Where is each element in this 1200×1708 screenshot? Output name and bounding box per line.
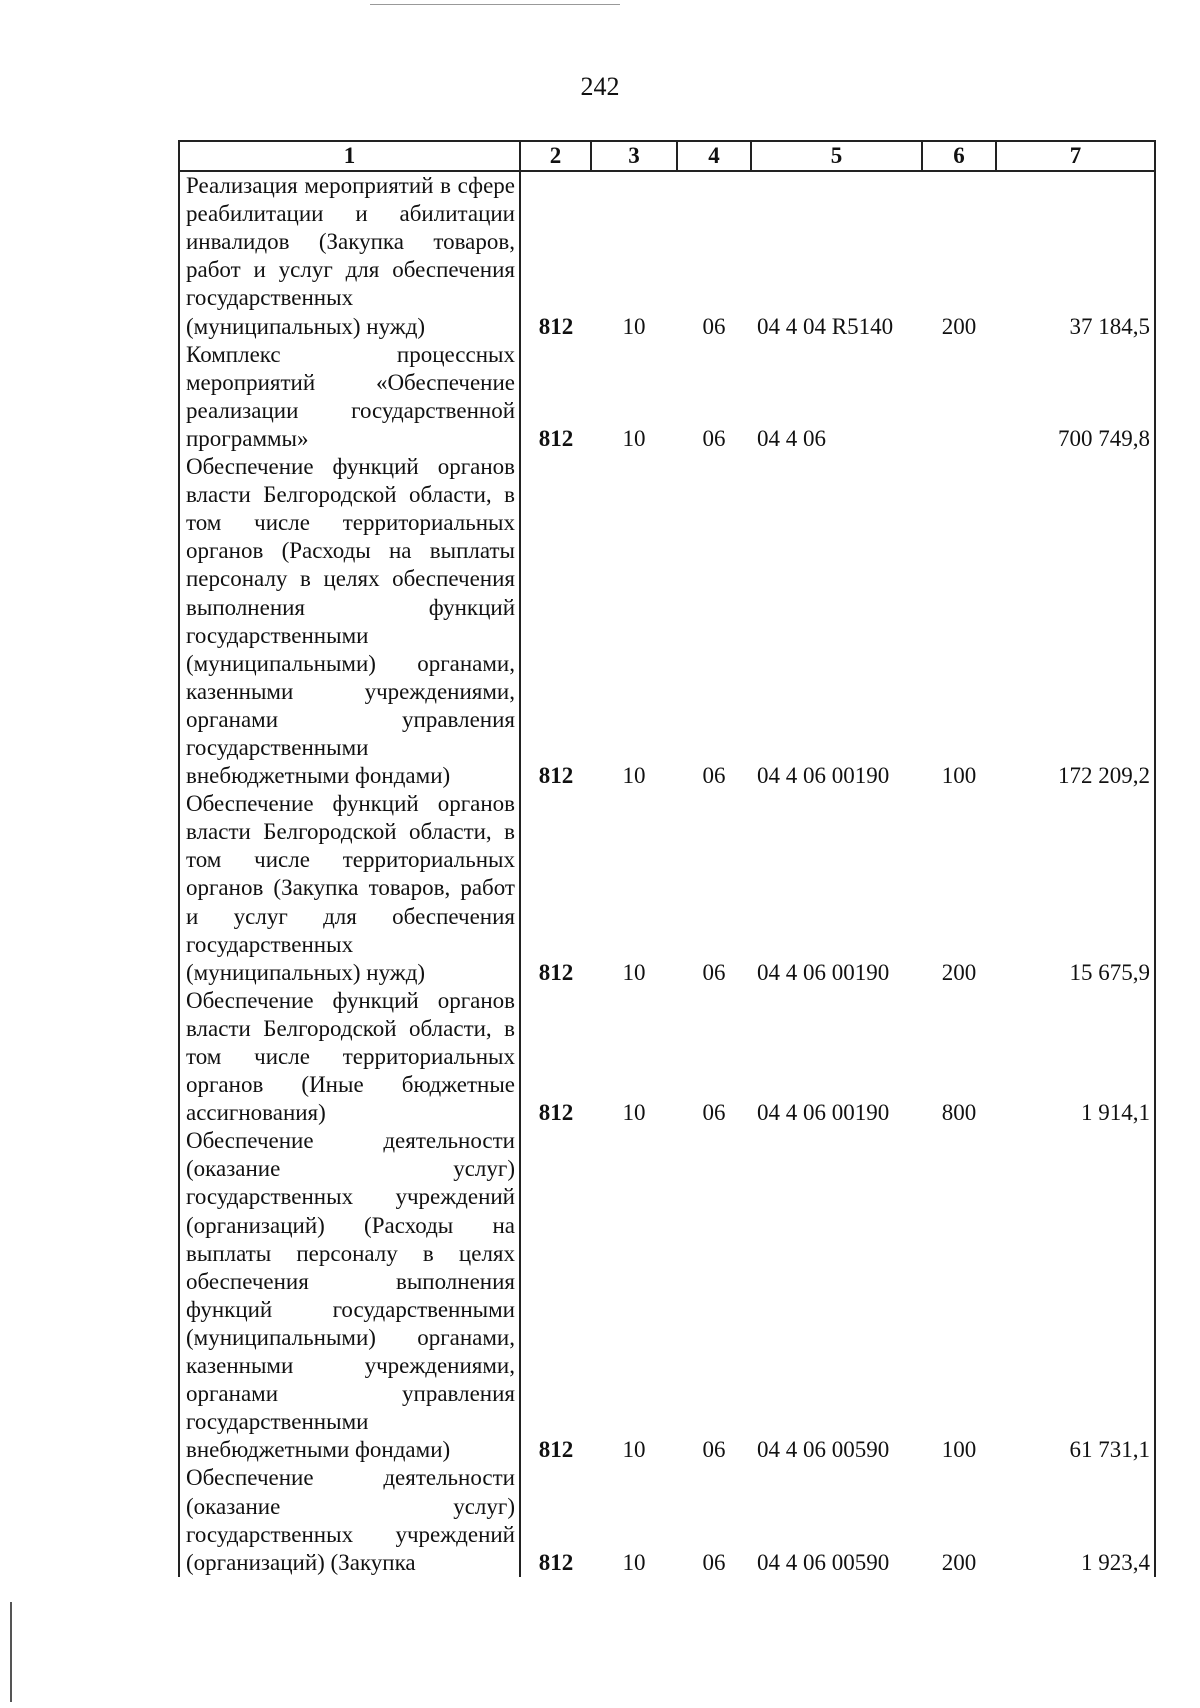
description-text: Обеспечение деятельности (оказание услуг) государственных учреждений (организаций) (Расходы на выплаты персоналу в целях обеспечения выполнения функций государственными (муниципальными) органами, казенными учреждениями, органами управления государственными: [186, 1128, 515, 1435]
subsection-code: 06: [702, 1549, 726, 1575]
admin-code: 812: [538, 313, 574, 339]
header-col-7: 7: [996, 141, 1155, 171]
section-code: 10: [622, 313, 646, 339]
subsection-code: 06: [702, 1100, 726, 1126]
row-description: [179, 987, 520, 1127]
admin-code: 812: [538, 763, 574, 789]
description-text: Обеспечение функций органов власти Белгородской области, в том числе территориальных органов (Закупка товаров, работ и услуг для обеспечения государственных: [186, 791, 515, 957]
expense-type-code: 100: [941, 1437, 977, 1463]
description-text: Обеспечение деятельности (оказание услуг) государственных учреждений: [186, 1465, 515, 1547]
admin-code: 812: [538, 1437, 574, 1463]
expense-type-code: 800: [941, 1100, 977, 1126]
amount: 37 184,5: [996, 171, 1155, 341]
description-text: Реализация мероприятий в сфере реабилитации и абилитации инвалидов (Закупка товаров, работ и услуг для обеспечения государственных: [186, 173, 515, 311]
row-description: [179, 1464, 520, 1576]
section-code: 10: [622, 959, 646, 985]
expense-type-code: 100: [941, 763, 977, 789]
amount: 15 675,9: [996, 790, 1155, 987]
row-description: [179, 1127, 520, 1464]
header-row: [179, 141, 1155, 171]
header-col-2: 2: [520, 141, 591, 171]
row-description: [179, 171, 520, 341]
subsection-code: 06: [702, 959, 726, 985]
table-row: [179, 341, 1155, 453]
table-row: [179, 987, 1155, 1127]
description-last-line: программы»: [186, 425, 309, 451]
amount: 700 749,8: [996, 341, 1155, 453]
row-description: [179, 790, 520, 987]
header-col-4: 4: [677, 141, 751, 171]
section-code: 10: [622, 425, 646, 451]
table-body: [179, 171, 1155, 1577]
target-article-code: 04 4 06 00190: [757, 959, 890, 985]
description-text: Обеспечение функций органов власти Белгородской области, в том числе территориальных органов (Расходы на выплаты персоналу в целях обеспечения выполнения функций государственными (муниципальными) органами, казенными учреждениями, органами управления государственными: [186, 454, 515, 760]
section-code: 10: [622, 763, 646, 789]
target-article-code: 04 4 06 00190: [757, 1100, 890, 1126]
description-last-line: (организаций) (Закупка: [186, 1549, 416, 1575]
table-row: [179, 453, 1155, 790]
expense-type-code: 200: [941, 1549, 977, 1575]
description-text: Комплекс процессных мероприятий «Обеспечение реализации государственной: [186, 341, 515, 423]
target-article-code: 04 4 06: [757, 425, 826, 451]
top-rule: [370, 4, 620, 5]
table-row: [179, 790, 1155, 987]
table-row: [179, 171, 1155, 341]
header-col-1: 1: [179, 141, 520, 171]
description-last-line: внебюджетными фондами): [186, 763, 451, 789]
amount: 172 209,2: [996, 453, 1155, 790]
amount: 61 731,1: [996, 1127, 1155, 1464]
subsection-code: 06: [702, 425, 726, 451]
section-code: 10: [622, 1549, 646, 1575]
expense-type-code: 200: [941, 959, 977, 985]
expense-type-code: [922, 341, 996, 453]
target-article-code: 04 4 04 R5140: [757, 313, 894, 339]
table-header: [179, 141, 1155, 171]
subsection-code: 06: [702, 313, 726, 339]
scan-edge-mark: [10, 1602, 12, 1702]
expense-type-code: 200: [941, 313, 977, 339]
target-article-code: 04 4 06 00590: [757, 1437, 890, 1463]
admin-code: 812: [538, 1100, 574, 1126]
amount: 1 923,4: [996, 1464, 1155, 1576]
header-col-3: 3: [591, 141, 677, 171]
table-row: [179, 1127, 1155, 1464]
row-description: [179, 453, 520, 790]
target-article-code: 04 4 06 00590: [757, 1549, 890, 1575]
description-text: Обеспечение функций органов власти Белгородской области, в том числе территориальных органов (Иные бюджетные: [186, 987, 515, 1098]
row-description: [179, 341, 520, 453]
header-col-5: 5: [751, 141, 922, 171]
table-row: [179, 1464, 1155, 1576]
description-last-line: (муниципальных) нужд): [186, 313, 426, 339]
admin-code: 812: [538, 425, 574, 451]
subsection-code: 06: [702, 1437, 726, 1463]
admin-code: 812: [538, 959, 574, 985]
amount: 1 914,1: [996, 987, 1155, 1127]
section-code: 10: [622, 1100, 646, 1126]
description-last-line: внебюджетными фондами): [186, 1437, 451, 1463]
header-col-6: 6: [922, 141, 996, 171]
admin-code: 812: [538, 1549, 574, 1575]
target-article-code: 04 4 06 00190: [757, 763, 890, 789]
page-number: 242: [580, 72, 620, 101]
description-last-line: (муниципальных) нужд): [186, 959, 426, 985]
subsection-code: 06: [702, 763, 726, 789]
description-last-line: ассигнования): [186, 1100, 326, 1126]
budget-table: [178, 140, 1156, 1577]
section-code: 10: [622, 1437, 646, 1463]
